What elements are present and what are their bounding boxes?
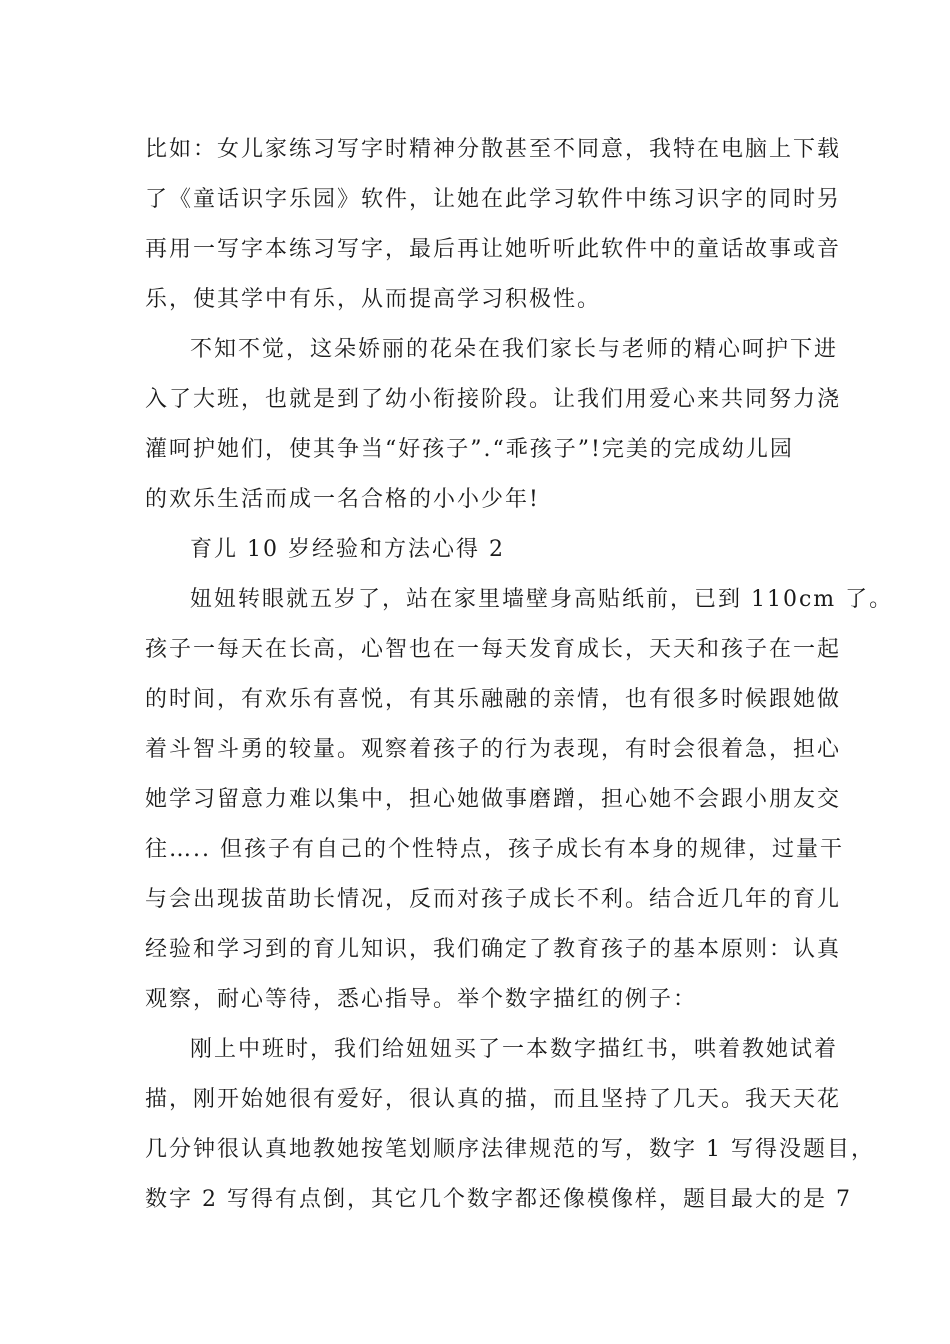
text-line: 她学习留意力难以集中，担心她做事磨蹭，担心她不会跟小朋友交 bbox=[145, 787, 842, 812]
text-line: 比如：女儿家练习写字时精神分散甚至不同意，我特在电脑上下载 bbox=[145, 137, 842, 162]
text-line: 乐，使其学中有乐，从而提高学习积极性。 bbox=[145, 287, 602, 312]
text-line: 观察，耐心等待，悉心指导。举个数字描红的例子： bbox=[145, 987, 698, 1012]
text-line: 再用一写字本练习写字，最后再让她听听此软件中的童话故事或音 bbox=[145, 237, 842, 262]
text-line: 入了大班，也就是到了幼小衔接阶段。让我们用爱心来共同努力浇 bbox=[145, 387, 842, 412]
paragraph-first-line: 妞妞转眼就五岁了，站在家里墙壁身高贴纸前，已到 110cm 了。 bbox=[190, 587, 894, 612]
text-line: 孩子一每天在长高，心智也在一每天发育成长，天天和孩子在一起 bbox=[145, 637, 842, 662]
text-line: 描，刚开始她很有爱好，很认真的描，而且坚持了几天。我天天花 bbox=[145, 1087, 842, 1112]
paragraph-first-line: 刚上中班时，我们给妞妞买了一本数字描红书，哄着教她试着 bbox=[190, 1037, 839, 1062]
text-line: 灌呵护她们，使其争当“好孩子”.“乖孩子”!完美的完成幼儿园 bbox=[145, 437, 794, 462]
text-line: 经验和学习到的育儿知识，我们确定了教育孩子的基本原则：认真 bbox=[145, 937, 842, 962]
paragraph-first-line: 不知不觉，这朵娇丽的花朵在我们家长与老师的精心呵护下进 bbox=[190, 337, 839, 362]
text-line: 了《童话识字乐园》软件，让她在此学习软件中练习识字的同时另 bbox=[145, 187, 842, 212]
text-line: 着斗智斗勇的较量。观察着孩子的行为表现，有时会很着急，担心 bbox=[145, 737, 842, 762]
text-line: 的欢乐生活而成一名合格的小小少年! bbox=[145, 487, 540, 512]
section-heading: 育儿 10 岁经验和方法心得 2 bbox=[190, 537, 505, 562]
text-line: 几分钟很认真地教她按笔划顺序法律规范的写，数字 1 写得没题目， bbox=[145, 1137, 875, 1162]
text-line: 与会出现拔苗助长情况，反而对孩子成长不利。结合近几年的育儿 bbox=[145, 887, 842, 912]
text-line: 往….. 但孩子有自己的个性特点，孩子成长有本身的规律，过量干 bbox=[145, 837, 844, 862]
text-line: 的时间，有欢乐有喜悦，有其乐融融的亲情，也有很多时候跟她做 bbox=[145, 687, 842, 712]
text-line: 数字 2 写得有点倒，其它几个数字都还像模像样，题目最大的是 7 bbox=[145, 1187, 852, 1212]
